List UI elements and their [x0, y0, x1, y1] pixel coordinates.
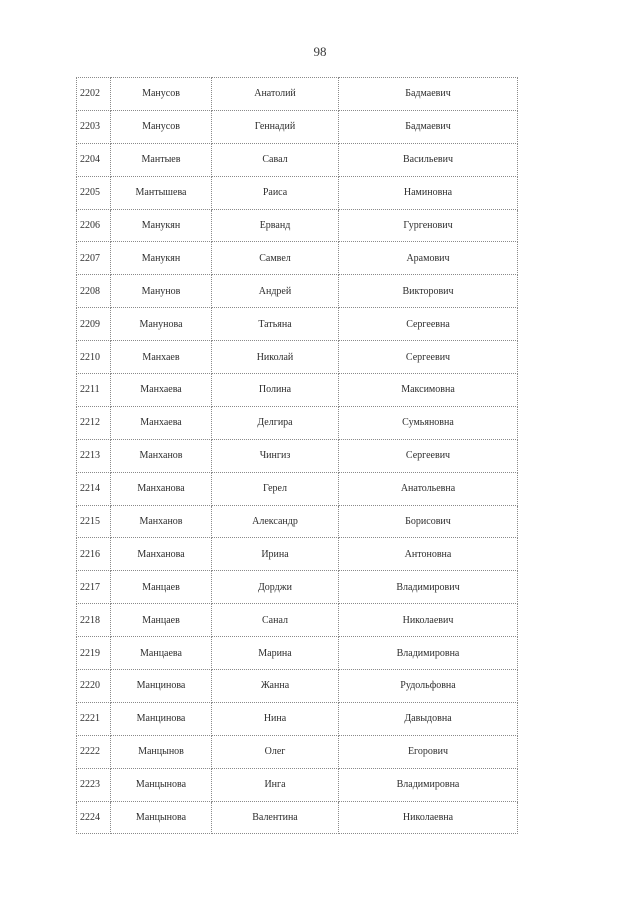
surname-cell: Манцаева: [111, 637, 212, 670]
register-table: [76, 77, 518, 834]
first-name-cell: Раиса: [212, 176, 339, 209]
register-table-body: [77, 78, 518, 834]
first-name-cell: Анатолий: [212, 78, 339, 111]
page-number: 98: [313, 44, 327, 59]
patronymic-cell: Владимирович: [339, 571, 518, 604]
surname-cell: Манукян: [111, 209, 212, 242]
table-row: [77, 768, 518, 801]
surname-cell: Манунова: [111, 308, 212, 341]
surname-cell: Манцинова: [111, 670, 212, 703]
row-number-cell: 2216: [77, 538, 111, 571]
first-name-cell: Олег: [212, 735, 339, 768]
first-name-cell: Геннадий: [212, 110, 339, 143]
row-number-cell: 2208: [77, 275, 111, 308]
first-name-cell: Татьяна: [212, 308, 339, 341]
surname-cell: Манцаев: [111, 571, 212, 604]
first-name-cell: Герел: [212, 472, 339, 505]
row-number-cell: 2210: [77, 341, 111, 374]
surname-cell: Манцаев: [111, 604, 212, 637]
patronymic-cell: Рудольфовна: [339, 670, 518, 703]
row-number-cell: 2204: [77, 143, 111, 176]
patronymic-cell: Сергеевна: [339, 308, 518, 341]
row-number-cell: 2223: [77, 768, 111, 801]
table-row: [77, 110, 518, 143]
surname-cell: Манусов: [111, 110, 212, 143]
row-number-cell: 2202: [77, 78, 111, 111]
table-row: [77, 571, 518, 604]
patronymic-cell: Максимовна: [339, 374, 518, 407]
surname-cell: Манхаева: [111, 406, 212, 439]
row-number-cell: 2212: [77, 406, 111, 439]
surname-cell: Манханов: [111, 505, 212, 538]
first-name-cell: Марина: [212, 637, 339, 670]
row-number-cell: 2217: [77, 571, 111, 604]
row-number-cell: 2213: [77, 439, 111, 472]
first-name-cell: Делгира: [212, 406, 339, 439]
table-row: [77, 406, 518, 439]
first-name-cell: Ирина: [212, 538, 339, 571]
table-row: [77, 209, 518, 242]
row-number-cell: 2224: [77, 801, 111, 834]
surname-cell: Манунов: [111, 275, 212, 308]
surname-cell: Манцинова: [111, 702, 212, 735]
row-number-cell: 2214: [77, 472, 111, 505]
patronymic-cell: Владимировна: [339, 768, 518, 801]
row-number-cell: 2211: [77, 374, 111, 407]
patronymic-cell: Николаевна: [339, 801, 518, 834]
table-row: [77, 341, 518, 374]
table-row: [77, 176, 518, 209]
table-row: [77, 78, 518, 111]
patronymic-cell: Бадмаевич: [339, 110, 518, 143]
first-name-cell: Нина: [212, 702, 339, 735]
surname-cell: Манхаев: [111, 341, 212, 374]
table-row: [77, 637, 518, 670]
patronymic-cell: Сумьяновна: [339, 406, 518, 439]
row-number-cell: 2205: [77, 176, 111, 209]
table-row: [77, 242, 518, 275]
surname-cell: Манханова: [111, 472, 212, 505]
patronymic-cell: Николаевич: [339, 604, 518, 637]
surname-cell: Манхаева: [111, 374, 212, 407]
table-row: [77, 374, 518, 407]
patronymic-cell: Давыдовна: [339, 702, 518, 735]
surname-cell: Манцынова: [111, 801, 212, 834]
row-number-cell: 2207: [77, 242, 111, 275]
surname-cell: Манукян: [111, 242, 212, 275]
patronymic-cell: Сергеевич: [339, 439, 518, 472]
row-number-cell: 2220: [77, 670, 111, 703]
row-number-cell: 2215: [77, 505, 111, 538]
table-row: [77, 735, 518, 768]
first-name-cell: Ерванд: [212, 209, 339, 242]
first-name-cell: Жанна: [212, 670, 339, 703]
row-number-cell: 2218: [77, 604, 111, 637]
first-name-cell: Александр: [212, 505, 339, 538]
patronymic-cell: Арамович: [339, 242, 518, 275]
first-name-cell: Полина: [212, 374, 339, 407]
table-row: [77, 505, 518, 538]
table-row: [77, 439, 518, 472]
surname-cell: Мантыев: [111, 143, 212, 176]
surname-cell: Мантышева: [111, 176, 212, 209]
first-name-cell: Чингиз: [212, 439, 339, 472]
table-row: [77, 143, 518, 176]
row-number-cell: 2221: [77, 702, 111, 735]
row-number-cell: 2222: [77, 735, 111, 768]
first-name-cell: Самвел: [212, 242, 339, 275]
table-row: [77, 308, 518, 341]
table-row: [77, 801, 518, 834]
row-number-cell: 2206: [77, 209, 111, 242]
table-row: [77, 538, 518, 571]
row-number-cell: 2219: [77, 637, 111, 670]
first-name-cell: Валентина: [212, 801, 339, 834]
table-row: [77, 702, 518, 735]
table-row: [77, 472, 518, 505]
first-name-cell: Савал: [212, 143, 339, 176]
surname-cell: Манханова: [111, 538, 212, 571]
patronymic-cell: Сергеевич: [339, 341, 518, 374]
patronymic-cell: Антоновна: [339, 538, 518, 571]
patronymic-cell: Бадмаевич: [339, 78, 518, 111]
surname-cell: Манцынова: [111, 768, 212, 801]
row-number-cell: 2209: [77, 308, 111, 341]
surname-cell: Манханов: [111, 439, 212, 472]
table-row: [77, 670, 518, 703]
patronymic-cell: Наминовна: [339, 176, 518, 209]
surname-cell: Манцынов: [111, 735, 212, 768]
first-name-cell: Андрей: [212, 275, 339, 308]
patronymic-cell: Анатольевна: [339, 472, 518, 505]
first-name-cell: Дорджи: [212, 571, 339, 604]
table-row: [77, 275, 518, 308]
first-name-cell: Инга: [212, 768, 339, 801]
patronymic-cell: Владимировна: [339, 637, 518, 670]
patronymic-cell: Викторович: [339, 275, 518, 308]
patronymic-cell: Гургенович: [339, 209, 518, 242]
row-number-cell: 2203: [77, 110, 111, 143]
table-row: [77, 604, 518, 637]
surname-cell: Манусов: [111, 78, 212, 111]
first-name-cell: Николай: [212, 341, 339, 374]
first-name-cell: Санал: [212, 604, 339, 637]
patronymic-cell: Борисович: [339, 505, 518, 538]
patronymic-cell: Егорович: [339, 735, 518, 768]
patronymic-cell: Васильевич: [339, 143, 518, 176]
